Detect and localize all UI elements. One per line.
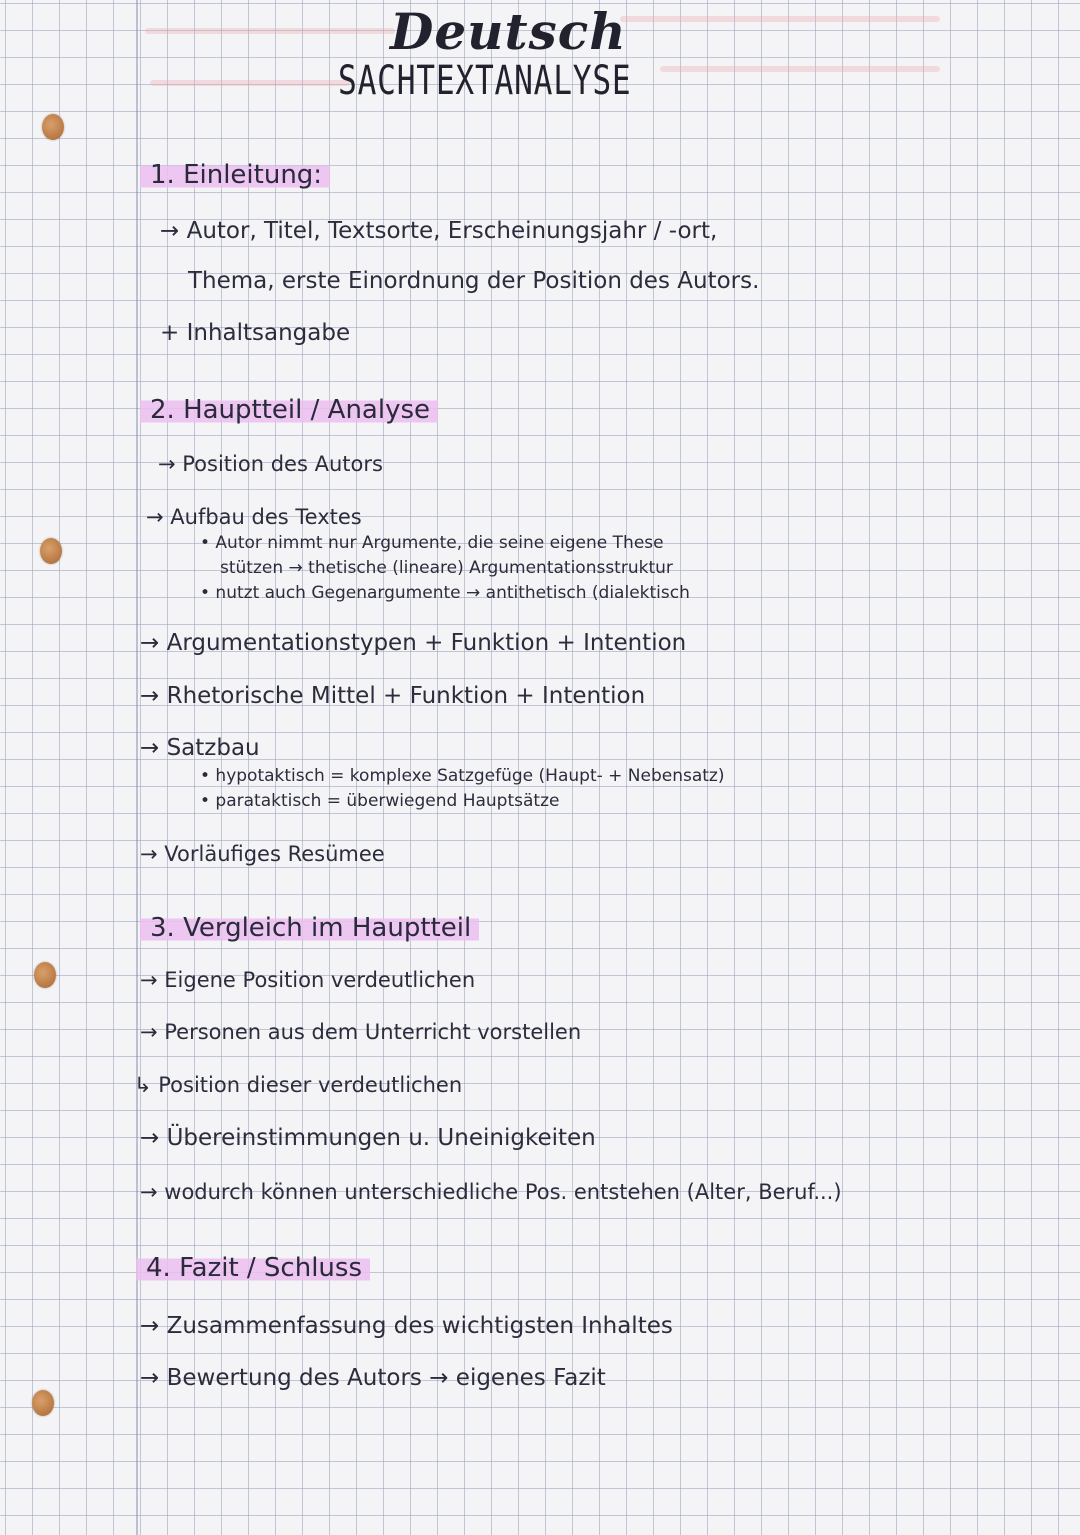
faint-highlight-stripe [620, 16, 940, 22]
list-item: stützen → thetische (lineare) Argumentationsstruktur [220, 558, 673, 578]
page-subtitle: SACHTEXTANALYSE [338, 58, 632, 104]
list-item: ↳ Position dieser verdeutlichen [134, 1073, 463, 1097]
list-item: → Zusammenfassung des wichtigsten Inhaltes [140, 1313, 673, 1339]
list-item: • Autor nimmt nur Argumente, die seine eigene These [200, 533, 664, 553]
punch-hole-3 [34, 962, 56, 988]
list-item: → Aufbau des Textes [146, 505, 362, 529]
list-item: → Personen aus dem Unterricht vorstellen [140, 1020, 582, 1044]
list-item: → wodurch können unterschiedliche Pos. entstehen (Alter, Beruf...) [140, 1180, 842, 1204]
list-item: → Eigene Position verdeutlichen [140, 968, 476, 992]
list-item: → Bewertung des Autors → eigenes Fazit [140, 1365, 606, 1391]
list-item: → Argumentationstypen + Funktion + Intention [140, 630, 687, 656]
faint-highlight-stripe [145, 28, 395, 34]
faint-highlight-stripe [150, 80, 350, 86]
list-item: → Übereinstimmungen u. Uneinigkeiten [140, 1125, 596, 1151]
list-item: • nutzt auch Gegenargumente → antithetisch (dialektisch [200, 583, 690, 603]
section-heading-einleitung: 1. Einleitung: [140, 160, 330, 190]
list-item: → Rhetorische Mittel + Funktion + Intention [140, 683, 646, 709]
list-item: → Autor, Titel, Textsorte, Erscheinungsjahr / -ort, [160, 218, 718, 244]
list-item: • hypotaktisch = komplexe Satzgefüge (Haupt- + Nebensatz) [200, 766, 725, 786]
page-title: Deutsch [390, 2, 627, 61]
list-item: → Position des Autors [158, 452, 383, 476]
section-heading-fazit: 4. Fazit / Schluss [136, 1253, 370, 1283]
section-heading-hauptteil: 2. Hauptteil / Analyse [140, 395, 438, 425]
list-item: + Inhaltsangabe [160, 320, 351, 346]
punch-hole-2 [40, 538, 62, 564]
faint-highlight-stripe [660, 66, 940, 72]
list-item: → Vorläufiges Resümee [140, 842, 385, 866]
list-item: Thema, erste Einordnung der Position des Autors. [188, 268, 760, 294]
list-item: → Satzbau [140, 735, 260, 761]
punch-hole-1 [42, 114, 64, 140]
margin-line [136, 0, 138, 1535]
list-item: • parataktisch = überwiegend Hauptsätze [200, 791, 560, 811]
section-heading-vergleich: 3. Vergleich im Hauptteil [140, 913, 479, 943]
punch-hole-4 [32, 1390, 54, 1416]
